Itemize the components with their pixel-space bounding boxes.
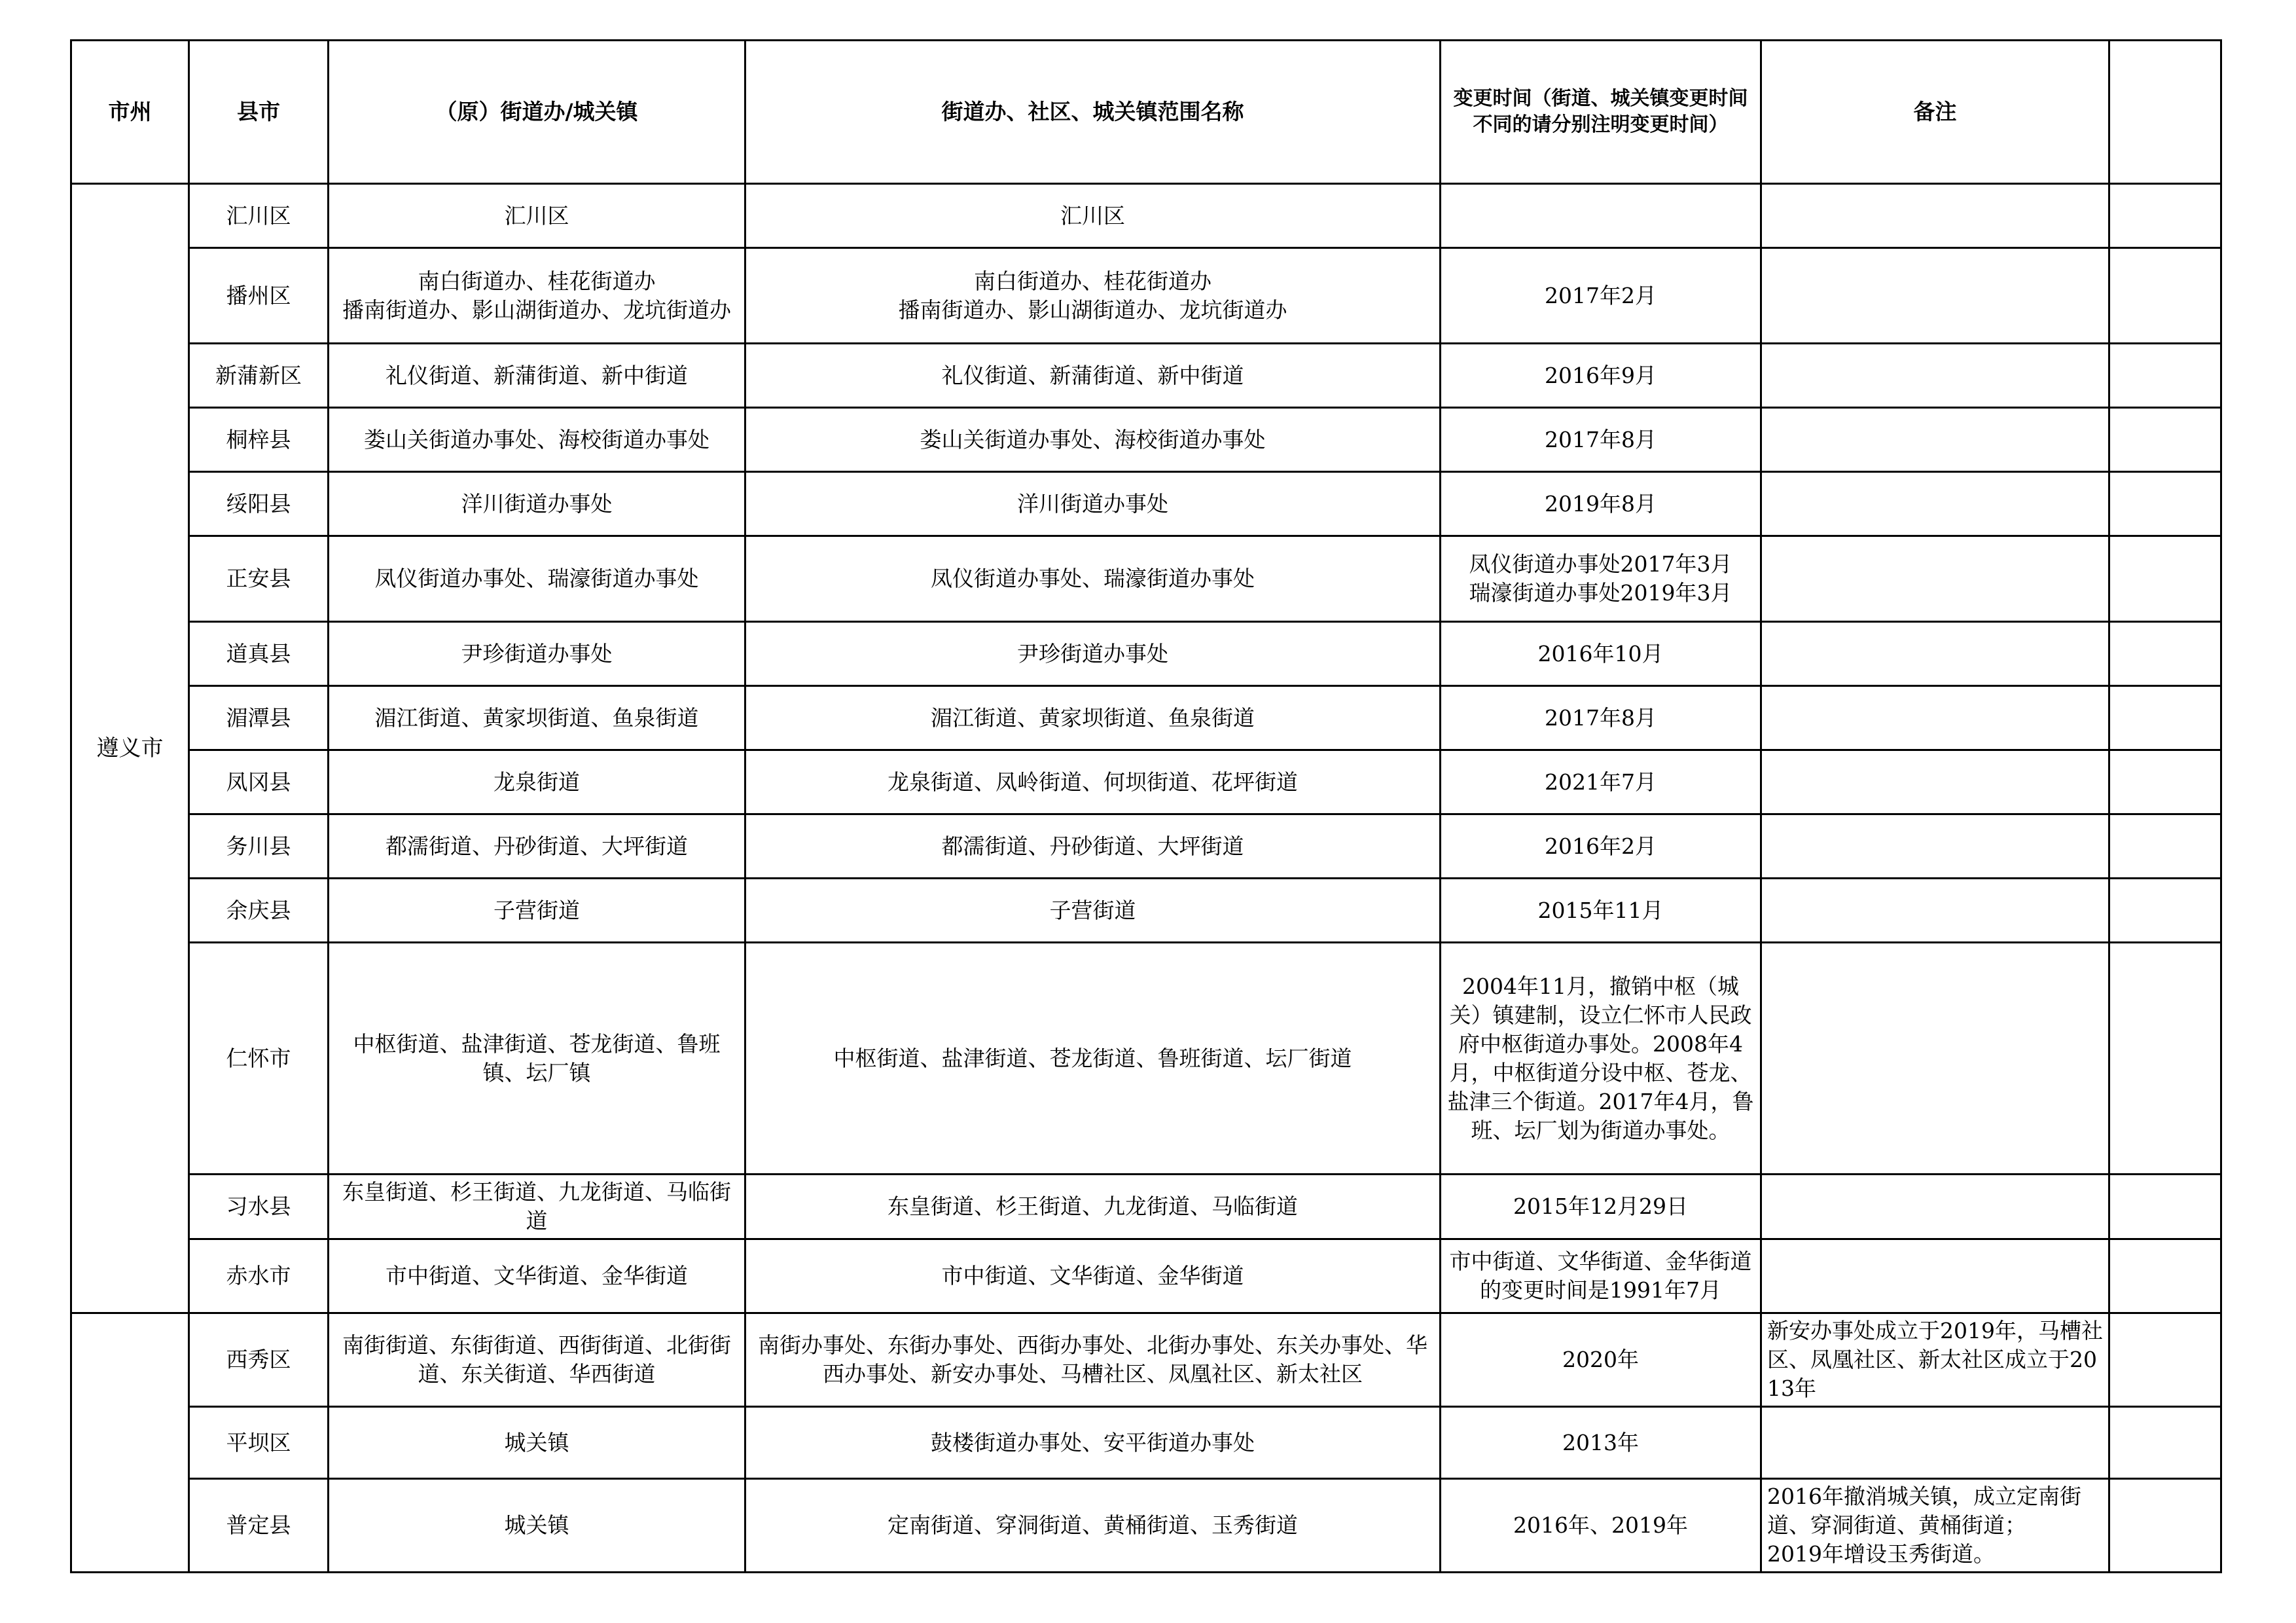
change-time-cell: 2017年8月 — [1441, 408, 1761, 472]
table-row — [71, 686, 2221, 750]
extra-cell — [2109, 686, 2221, 750]
change-time-cell: 2015年11月 — [1441, 879, 1761, 943]
original-cell: 湄江街道、黄家坝街道、鱼泉街道 — [329, 686, 745, 750]
scope-cell: 尹珍街道办事处 — [745, 622, 1441, 686]
notes-cell — [1761, 344, 2109, 408]
county-cell: 播州区 — [189, 248, 329, 344]
table-row — [71, 344, 2221, 408]
table-row — [71, 1239, 2221, 1313]
county-cell: 余庆县 — [189, 879, 329, 943]
table-row — [71, 1175, 2221, 1239]
change-time-cell: 2020年 — [1441, 1313, 1761, 1407]
header-row — [71, 41, 2221, 184]
notes-cell — [1761, 879, 2109, 943]
county-cell: 道真县 — [189, 622, 329, 686]
notes-cell — [1761, 686, 2109, 750]
header-change-time: 变更时间（街道、城关镇变更时间不同的请分别注明变更时间） — [1441, 41, 1761, 184]
original-cell: 尹珍街道办事处 — [329, 622, 745, 686]
scope-cell: 凤仪街道办事处、瑞濠街道办事处 — [745, 536, 1441, 622]
header-extra — [2109, 41, 2221, 184]
header-scope: 街道办、社区、城关镇范围名称 — [745, 41, 1441, 184]
table-body — [71, 184, 2221, 1573]
change-time-cell: 凤仪街道办事处2017年3月 瑞濠街道办事处2019年3月 — [1441, 536, 1761, 622]
table-row — [71, 472, 2221, 536]
change-time-cell: 2017年8月 — [1441, 686, 1761, 750]
notes-cell — [1761, 622, 2109, 686]
extra-cell — [2109, 879, 2221, 943]
county-cell: 凤冈县 — [189, 750, 329, 814]
extra-cell — [2109, 248, 2221, 344]
original-cell: 礼仪街道、新蒲街道、新中街道 — [329, 344, 745, 408]
original-cell: 城关镇 — [329, 1479, 745, 1573]
table-row — [71, 622, 2221, 686]
header-county: 县市 — [189, 41, 329, 184]
notes-cell: 新安办事处成立于2019年，马槽社区、凤凰社区、新太社区成立于2013年 — [1761, 1313, 2109, 1407]
change-time-cell: 2015年12月29日 — [1441, 1175, 1761, 1239]
county-cell: 湄潭县 — [189, 686, 329, 750]
extra-cell — [2109, 1479, 2221, 1573]
change-time-cell: 2019年8月 — [1441, 472, 1761, 536]
table-row — [71, 879, 2221, 943]
extra-cell — [2109, 943, 2221, 1175]
change-time-cell: 2013年 — [1441, 1407, 1761, 1479]
county-cell: 新蒲新区 — [189, 344, 329, 408]
change-time-cell: 2016年9月 — [1441, 344, 1761, 408]
scope-cell: 礼仪街道、新蒲街道、新中街道 — [745, 344, 1441, 408]
notes-cell — [1761, 1239, 2109, 1313]
extra-cell — [2109, 536, 2221, 622]
extra-cell — [2109, 184, 2221, 248]
table-row — [71, 1479, 2221, 1573]
extra-cell — [2109, 750, 2221, 814]
scope-cell: 湄江街道、黄家坝街道、鱼泉街道 — [745, 686, 1441, 750]
table-row — [71, 750, 2221, 814]
notes-cell — [1761, 248, 2109, 344]
notes-cell — [1761, 1175, 2109, 1239]
scope-cell: 东皇街道、杉王街道、九龙街道、马临街道 — [745, 1175, 1441, 1239]
notes-cell — [1761, 472, 2109, 536]
change-time-cell: 2021年7月 — [1441, 750, 1761, 814]
original-cell: 娄山关街道办事处、海校街道办事处 — [329, 408, 745, 472]
scope-cell: 娄山关街道办事处、海校街道办事处 — [745, 408, 1441, 472]
table-row — [71, 943, 2221, 1175]
original-cell: 南街街道、东街街道、西街街道、北街街道、东关街道、华西街道 — [329, 1313, 745, 1407]
notes-cell: 2016年撤消城关镇，成立定南街道、穿洞街道、黄桶街道； 2019年增设玉秀街道。 — [1761, 1479, 2109, 1573]
city-cell: 遵义市 — [71, 184, 189, 1313]
original-cell: 凤仪街道办事处、瑞濠街道办事处 — [329, 536, 745, 622]
county-cell: 绥阳县 — [189, 472, 329, 536]
table-row — [71, 536, 2221, 622]
county-cell: 仁怀市 — [189, 943, 329, 1175]
extra-cell — [2109, 622, 2221, 686]
scope-cell: 南白街道办、桂花街道办 播南街道办、影山湖街道办、龙坑街道办 — [745, 248, 1441, 344]
scope-cell: 子营街道 — [745, 879, 1441, 943]
change-time-cell: 2016年2月 — [1441, 814, 1761, 879]
scope-cell: 汇川区 — [745, 184, 1441, 248]
extra-cell — [2109, 408, 2221, 472]
scope-cell: 中枢街道、盐津街道、苍龙街道、鲁班街道、坛厂街道 — [745, 943, 1441, 1175]
original-cell: 龙泉街道 — [329, 750, 745, 814]
notes-cell — [1761, 943, 2109, 1175]
change-time-cell: 2004年11月，撤销中枢（城关）镇建制，设立仁怀市人民政府中枢街道办事处。2008年4月，中枢街道分设中枢、苍龙、盐津三个街道。2017年4月，鲁班、坛厂划为街道办事处。 — [1441, 943, 1761, 1175]
original-cell: 洋川街道办事处 — [329, 472, 745, 536]
notes-cell — [1761, 536, 2109, 622]
change-time-cell — [1441, 184, 1761, 248]
original-cell: 城关镇 — [329, 1407, 745, 1479]
city-cell — [71, 1313, 189, 1573]
table-row — [71, 814, 2221, 879]
original-cell: 市中街道、文华街道、金华街道 — [329, 1239, 745, 1313]
scope-cell: 定南街道、穿洞街道、黄桶街道、玉秀街道 — [745, 1479, 1441, 1573]
county-cell: 普定县 — [189, 1479, 329, 1573]
notes-cell — [1761, 1407, 2109, 1479]
header-city: 市州 — [71, 41, 189, 184]
district-table — [70, 39, 2222, 1573]
table-row — [71, 408, 2221, 472]
county-cell: 桐梓县 — [189, 408, 329, 472]
original-cell: 都濡街道、丹砂街道、大坪街道 — [329, 814, 745, 879]
notes-cell — [1761, 814, 2109, 879]
scope-cell: 市中街道、文华街道、金华街道 — [745, 1239, 1441, 1313]
change-time-cell: 2016年、2019年 — [1441, 1479, 1761, 1573]
original-cell: 南白街道办、桂花街道办 播南街道办、影山湖街道办、龙坑街道办 — [329, 248, 745, 344]
scope-cell: 鼓楼街道办事处、安平街道办事处 — [745, 1407, 1441, 1479]
county-cell: 汇川区 — [189, 184, 329, 248]
table-row — [71, 248, 2221, 344]
original-cell: 中枢街道、盐津街道、苍龙街道、鲁班镇、坛厂镇 — [329, 943, 745, 1175]
notes-cell — [1761, 750, 2109, 814]
extra-cell — [2109, 1239, 2221, 1313]
header-notes: 备注 — [1761, 41, 2109, 184]
extra-cell — [2109, 1313, 2221, 1407]
table-row — [71, 1313, 2221, 1407]
table-row — [71, 1407, 2221, 1479]
county-cell: 赤水市 — [189, 1239, 329, 1313]
scope-cell: 洋川街道办事处 — [745, 472, 1441, 536]
notes-cell — [1761, 184, 2109, 248]
county-cell: 习水县 — [189, 1175, 329, 1239]
original-cell: 东皇街道、杉王街道、九龙街道、马临街道 — [329, 1175, 745, 1239]
original-cell: 汇川区 — [329, 184, 745, 248]
extra-cell — [2109, 814, 2221, 879]
original-cell: 子营街道 — [329, 879, 745, 943]
county-cell: 正安县 — [189, 536, 329, 622]
header-original: （原）街道办/城关镇 — [329, 41, 745, 184]
scope-cell: 南街办事处、东街办事处、西街办事处、北街办事处、东关办事处、华西办事处、新安办事处、马槽社区、凤凰社区、新太社区 — [745, 1313, 1441, 1407]
change-time-cell: 2017年2月 — [1441, 248, 1761, 344]
extra-cell — [2109, 344, 2221, 408]
scope-cell: 龙泉街道、凤岭街道、何坝街道、花坪街道 — [745, 750, 1441, 814]
scope-cell: 都濡街道、丹砂街道、大坪街道 — [745, 814, 1441, 879]
county-cell: 务川县 — [189, 814, 329, 879]
county-cell: 平坝区 — [189, 1407, 329, 1479]
extra-cell — [2109, 1407, 2221, 1479]
change-time-cell: 2016年10月 — [1441, 622, 1761, 686]
notes-cell — [1761, 408, 2109, 472]
extra-cell — [2109, 1175, 2221, 1239]
change-time-cell: 市中街道、文华街道、金华街道的变更时间是1991年7月 — [1441, 1239, 1761, 1313]
table-row — [71, 184, 2221, 248]
county-cell: 西秀区 — [189, 1313, 329, 1407]
extra-cell — [2109, 472, 2221, 536]
